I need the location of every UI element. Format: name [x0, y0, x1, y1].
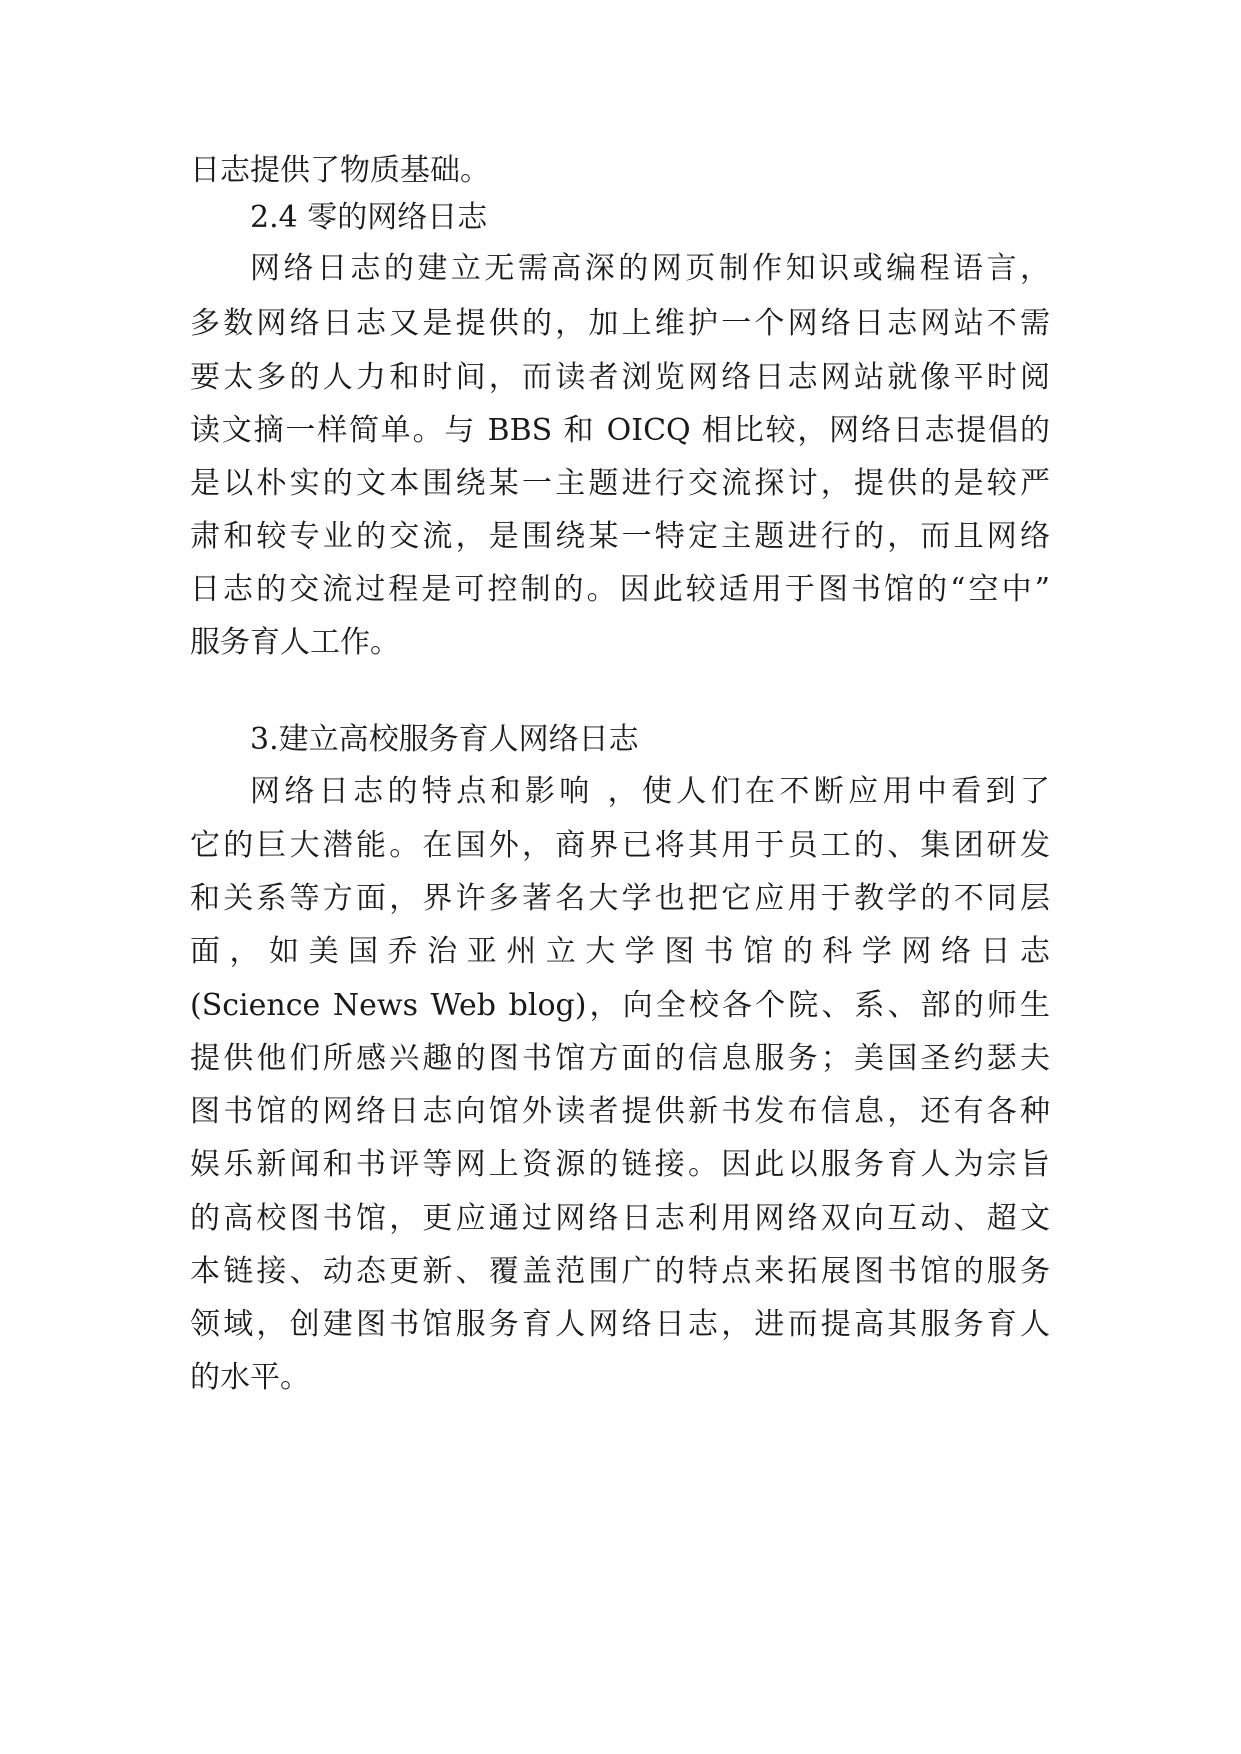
paragraph-line: 面，如美国乔治亚州立大学图书馆的科学网络日志 — [190, 934, 1050, 969]
paragraph-line: 要太多的人力和时间，而读者浏览网络日志网站就像平时阅 — [190, 360, 1050, 395]
paragraph-line: 肃和较专业的交流，是围绕某一特定主题进行的，而且网络 — [190, 519, 1050, 554]
paragraph-line: 和关系等方面，界许多著名大学也把它应用于教学的不同层 — [190, 881, 1050, 916]
paragraph-line: 图书馆的网络日志向馆外读者提供新书发布信息，还有各种 — [190, 1094, 1050, 1129]
paragraph-tail: 日志提供了物质基础。 — [190, 153, 490, 188]
paragraph-line: 娱乐新闻和书评等网上资源的链接。因此以服务育人为宗旨 — [190, 1147, 1050, 1182]
paragraph-line: 网络日志的特点和影响 ，使人们在不断应用中看到了 — [250, 774, 1050, 809]
paragraph-line: 的高校图书馆，更应通过网络日志利用网络双向互动、超文 — [190, 1201, 1050, 1236]
paragraph-line: 它的巨大潜能。在国外，商界已将其用于员工的、集团研发 — [190, 828, 1050, 863]
paragraph-line: 多数网络日志又是提供的，加上维护一个网络日志网站不需 — [190, 306, 1050, 341]
paragraph-line: 的水平。 — [190, 1360, 310, 1395]
paragraph-line: 提供他们所感兴趣的图书馆方面的信息服务；美国圣约瑟夫 — [190, 1041, 1050, 1076]
paragraph-line: 日志的交流过程是可控制的。因此较适用于图书馆的“空中” — [190, 572, 1050, 607]
section-heading-3: 3.建立高校服务育人网络日志 — [250, 722, 639, 757]
paragraph-line: 读文摘一样简单。与 BBS 和 OICQ 相比较，网络日志提倡的 — [190, 413, 1050, 448]
paragraph-line: 是以朴实的文本围绕某一主题进行交流探讨，提供的是较严 — [190, 466, 1050, 501]
paragraph-line: 本链接、动态更新、覆盖范围广的特点来拓展图书馆的服务 — [190, 1254, 1050, 1289]
section-heading-2-4: 2.4 零的网络日志 — [250, 200, 488, 235]
paragraph-line: 领域，创建图书馆服务育人网络日志，进而提高其服务育人 — [190, 1307, 1050, 1342]
paragraph-line: 服务育人工作。 — [190, 625, 400, 660]
paragraph-line: (Science News Web blog)，向全校各个院、系、部的师生 — [190, 988, 1050, 1023]
paragraph-line: 网络日志的建立无需高深的网页制作知识或编程语言， — [250, 251, 1050, 286]
